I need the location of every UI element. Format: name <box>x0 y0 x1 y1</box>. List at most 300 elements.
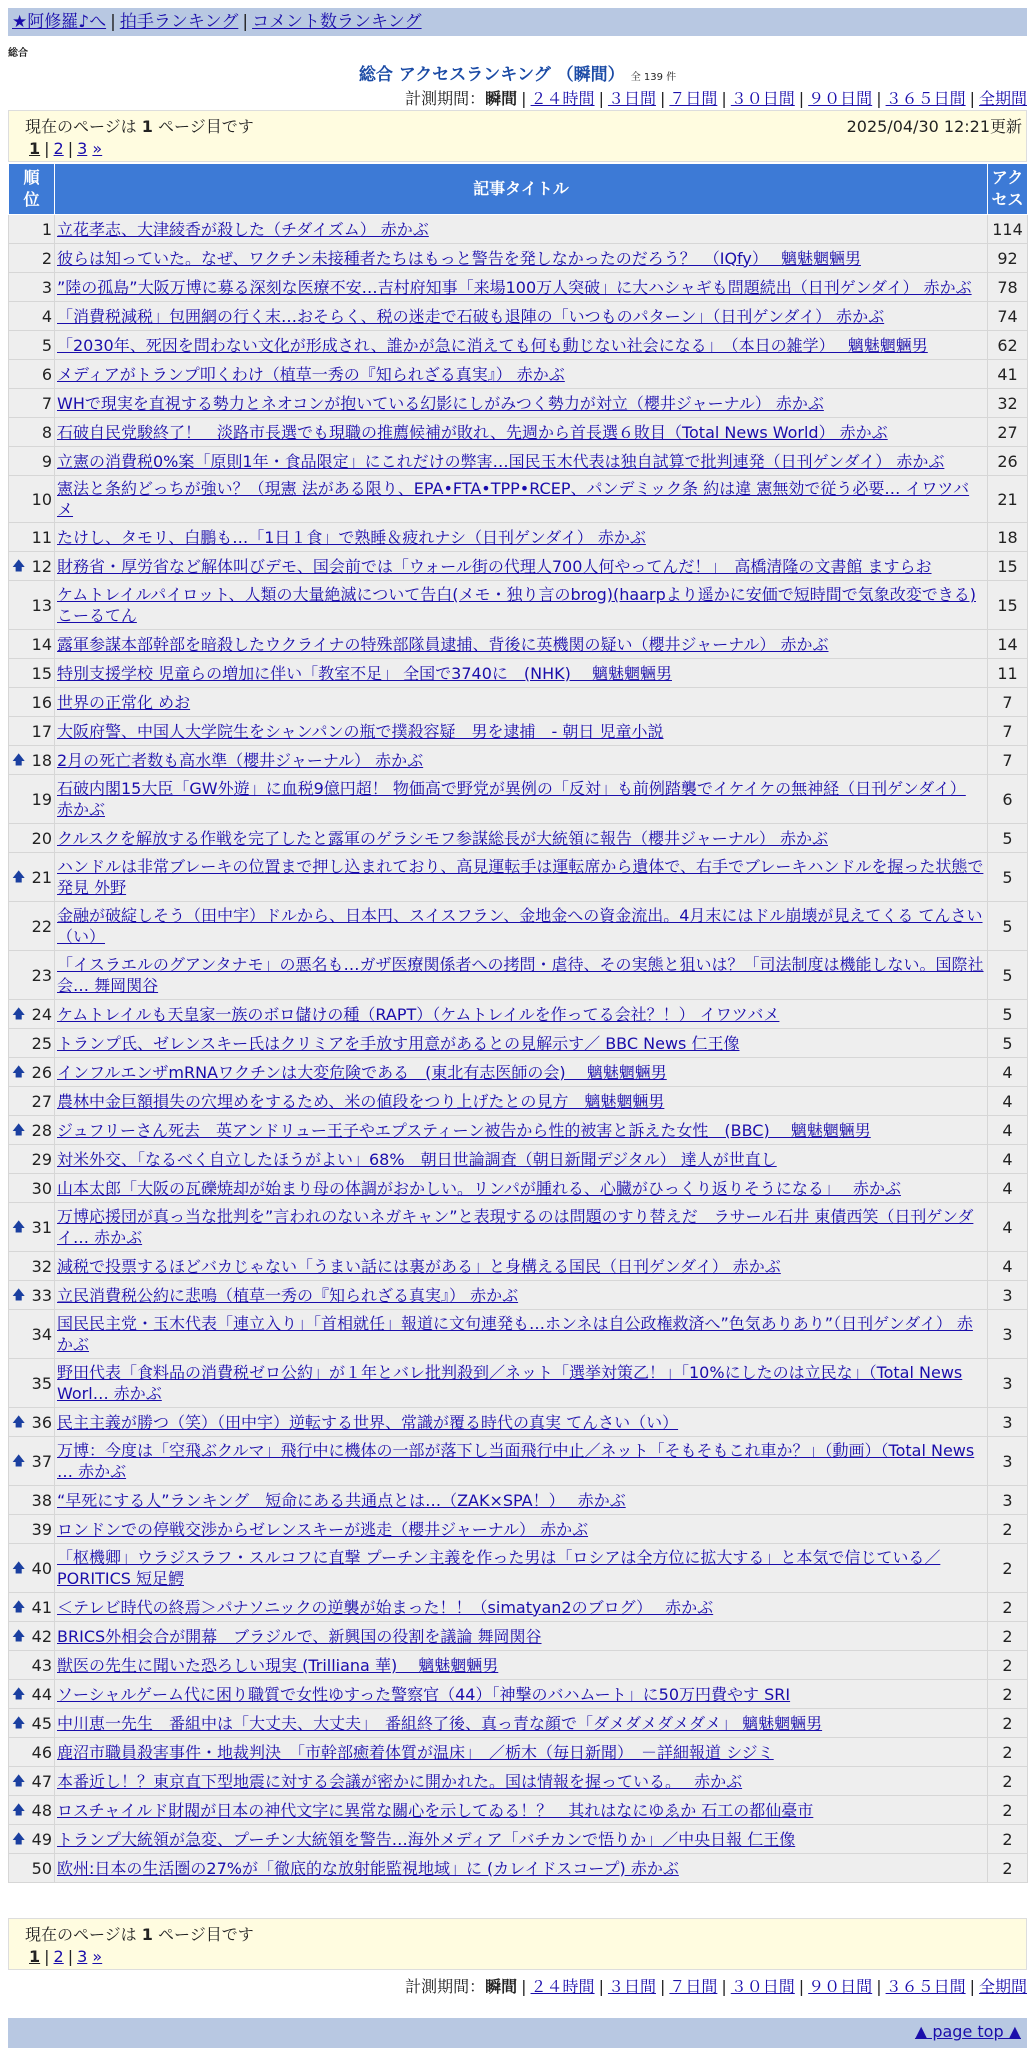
table-row <box>9 1767 1028 1796</box>
title-cell <box>55 1000 988 1029</box>
rank-number: 23 <box>31 965 52 985</box>
page-separator: | <box>44 1947 50 1966</box>
table-row <box>9 1544 1028 1593</box>
table-row <box>9 418 1028 447</box>
rank-up-arrow-icon: 🡅 <box>12 1715 26 1731</box>
title-cell <box>55 1486 988 1515</box>
rank-cell <box>9 1825 55 1854</box>
rank-number: 33 <box>31 1285 52 1305</box>
period-link[interactable]: ９０日間 <box>808 89 873 108</box>
article-link[interactable]: 対米外交、「なるべく自立したほうがよい」68% 朝日世論調査（朝日新聞デジタル） 達人が世直し <box>57 1149 777 1169</box>
period-link[interactable]: ３０日間 <box>730 89 795 108</box>
access-count: 2 <box>988 1796 1028 1825</box>
table-row <box>9 717 1028 746</box>
article-link[interactable]: 農林中金巨額損失の穴埋めをするため、米の値段をつり上げたとの見方 魑魅魍魎男 <box>57 1091 665 1111</box>
period-current: 瞬間 <box>485 1977 518 1996</box>
page-separator: | <box>44 139 50 158</box>
rank-cell <box>9 902 55 951</box>
table-row <box>9 1709 1028 1738</box>
rank-number: 37 <box>31 1451 52 1471</box>
rank-number: 5 <box>41 335 52 355</box>
rank-cell <box>9 418 55 447</box>
table-row <box>9 1825 1028 1854</box>
table-row <box>9 476 1028 523</box>
title-cell <box>55 1738 988 1767</box>
title-cell <box>55 688 988 717</box>
nav-link-ashura[interactable]: ★阿修羅♪へ <box>12 12 107 32</box>
table-row <box>9 1359 1028 1408</box>
rank-cell <box>9 717 55 746</box>
access-count: 32 <box>988 389 1028 418</box>
page-link[interactable]: 2 <box>53 1947 64 1966</box>
nav-separator: | <box>110 12 116 32</box>
page-link[interactable]: 3 <box>77 1947 88 1966</box>
table-row <box>9 215 1028 244</box>
rank-cell <box>9 1281 55 1310</box>
rank-number: 42 <box>31 1626 52 1646</box>
title-cell <box>55 824 988 853</box>
rank-number: 10 <box>31 489 52 509</box>
table-row <box>9 552 1028 581</box>
title-cell <box>55 1252 988 1281</box>
article-link[interactable]: ジュフリーさん死去 英アンドリュー王子やエプスティーン被告から性的被害と訴えた女性 (BBC) 魑魅魍魎男 <box>57 1120 871 1140</box>
rank-cell <box>9 1359 55 1408</box>
period-separator: | <box>721 89 727 108</box>
rank-cell <box>9 1029 55 1058</box>
title-cell <box>55 1029 988 1058</box>
article-link[interactable]: 特別支援学校 児童らの増加に伴い「教室不足」 全国で3740に (NHK) 魑魅魍魎男 <box>57 663 672 683</box>
article-link[interactable]: ハンドルは非常ブレーキの位置まで押し込まれており、高見運転手は運転席から遺体で、右手でブレーキハンドルを握った状態で発見 外野 <box>57 857 984 897</box>
article-link[interactable]: トランプ氏、ゼレンスキー氏はクリミアを手放す用意があるとの見解示す／ BBC News 仁王像 <box>57 1033 740 1053</box>
table-row <box>9 630 1028 659</box>
table-row <box>9 1029 1028 1058</box>
ranking-table <box>8 163 1028 1883</box>
rank-number: 30 <box>31 1178 52 1198</box>
article-link[interactable]: 「イスラエルのグアンタナモ」の悪名も…ガザ医療関係者への拷問・虐待、その実態と狙いは？「司法制度は機能しない。国際社会… 舞岡関谷 <box>57 955 984 995</box>
rank-up-arrow-icon: 🡅 <box>12 1560 26 1576</box>
article-link[interactable]: “早死にする人”ランキング 短命にある共通点とは…（ZAK×SPA！） 赤かぶ <box>57 1490 626 1510</box>
period-link[interactable]: ３日間 <box>607 89 656 108</box>
rank-cell <box>9 523 55 552</box>
access-count: 78 <box>988 273 1028 302</box>
nav-link-clap-ranking[interactable]: 拍手ランキング <box>119 12 239 32</box>
rank-up-arrow-icon: 🡅 <box>12 1686 26 1702</box>
rank-number: 14 <box>31 634 52 654</box>
rank-cell <box>9 1651 55 1680</box>
rank-cell <box>9 1408 55 1437</box>
rank-up-arrow-icon: 🡅 <box>12 1453 26 1469</box>
table-row <box>9 1680 1028 1709</box>
article-link[interactable]: 財務省・厚労省など解体叫びデモ、国会前では「ウォール街の代理人700人何やってんだ！」 高橋清隆の文書館 ますらお <box>57 556 932 576</box>
title-cell <box>55 1796 988 1825</box>
period-link[interactable]: ９０日間 <box>808 1977 873 1996</box>
rank-number: 24 <box>31 1004 52 1024</box>
rank-cell <box>9 746 55 775</box>
access-count: 5 <box>988 1000 1028 1029</box>
access-count: 3 <box>988 1359 1028 1408</box>
rank-cell <box>9 1087 55 1116</box>
access-count: 4 <box>988 1174 1028 1203</box>
rank-number: 16 <box>31 692 52 712</box>
article-link[interactable]: 鹿沼市職員殺害事件・地裁判決 「市幹部癒着体質が温床」 ／栃木（毎日新聞） －詳細報道 シジミ <box>57 1742 774 1762</box>
article-link[interactable]: 憲法と条約どっちが強い？（現憲 法がある限り、EPA•FTA•TPP•RCEP、パンデミック条 約は違 憲無効で従う必要… イワツバメ <box>57 479 970 519</box>
table-row <box>9 244 1028 273</box>
period-link[interactable]: ３０日間 <box>730 1977 795 1996</box>
title-cell <box>55 581 988 630</box>
rank-cell <box>9 951 55 1000</box>
access-count: 3 <box>988 1437 1028 1486</box>
access-count: 41 <box>988 360 1028 389</box>
page-current: 1 <box>29 1947 41 1966</box>
access-count: 21 <box>988 476 1028 523</box>
table-row <box>9 523 1028 552</box>
title-cell <box>55 1709 988 1738</box>
access-count: 4 <box>988 1145 1028 1174</box>
article-link[interactable]: ロンドンでの停戦交渉からゼレンスキーが逃走（櫻井ジャーナル） 赤かぶ <box>57 1519 589 1539</box>
rank-up-arrow-icon: 🡅 <box>12 1831 26 1847</box>
access-count: 7 <box>988 688 1028 717</box>
table-row <box>9 1252 1028 1281</box>
article-link[interactable]: 「2030年、死因を問わない文化が形成され、誰かが急に消えても何も動じない社会になる」 （本日の雑学） 魑魅魍魎男 <box>57 335 928 355</box>
page-links <box>29 139 102 158</box>
article-link[interactable]: 立憲の消費税0%案「原則1年・食品限定」にこれだけの弊害…国民玉木代表は独自試算で批判連発（日刊ゲンダイ） 赤かぶ <box>57 451 945 471</box>
article-link[interactable]: 万博：今度は「空飛ぶクルマ」飛行中に機体の一部が落下し当面飛行中止／ネット「そもそもこれ車か？」（動画）（Total News … 赤かぶ <box>57 1441 975 1481</box>
rank-number: 48 <box>31 1800 52 1820</box>
period-separator: | <box>659 89 666 108</box>
period-link[interactable]: ３日間 <box>607 1977 656 1996</box>
title-cell <box>55 1544 988 1593</box>
article-link[interactable]: 野田代表「食料品の消費税ゼロ公約」が１年とバレ批判殺到／ネット「選挙対策乙！」「10%にしたのは立民な」（Total News Worl… 赤かぶ <box>57 1363 963 1403</box>
rank-cell <box>9 1437 55 1486</box>
rank-number: 4 <box>41 306 52 326</box>
title-cell <box>55 1515 988 1544</box>
access-count: 4 <box>988 1058 1028 1087</box>
rank-cell <box>9 775 55 824</box>
article-link[interactable]: ソーシャルゲーム代に困り職質で女性ゆすった警察官（44）「神撃のバハムート」に50万円費やす SRI <box>57 1684 791 1704</box>
page-title-text: 総合 アクセスランキング （瞬間） <box>358 65 625 85</box>
title-cell <box>55 1680 988 1709</box>
article-link[interactable]: ケムトレイルも天皇家一族のボロ儲けの種（RAPT）（ケムトレイルを作ってる会社？！） イワツバメ <box>57 1004 780 1024</box>
table-row <box>9 389 1028 418</box>
access-count: 26 <box>988 447 1028 476</box>
access-count: 4 <box>988 1252 1028 1281</box>
rank-number: 26 <box>31 1062 52 1082</box>
title-cell <box>55 1281 988 1310</box>
article-link[interactable]: 露軍参謀本部幹部を暗殺したウクライナの特殊部隊員逮捕、背後に英機関の疑い（櫻井ジャーナル） 赤かぶ <box>57 634 829 654</box>
table-row <box>9 951 1028 1000</box>
article-link[interactable]: BRICS外相会合が開幕 ブラジルで、新興国の役割を議論 舞岡関谷 <box>57 1626 542 1646</box>
rank-number: 36 <box>31 1412 52 1432</box>
table-row <box>9 1058 1028 1087</box>
article-link[interactable]: WHで現実を直視する勢力とネオコンが抱いている幻影にしがみつく勢力が対立（櫻井ジャーナル） 赤かぶ <box>57 393 824 413</box>
rank-cell <box>9 215 55 244</box>
title-cell <box>55 302 988 331</box>
table-row <box>9 688 1028 717</box>
title-cell <box>55 1437 988 1486</box>
rank-number: 28 <box>31 1120 52 1140</box>
table-row <box>9 581 1028 630</box>
table-row <box>9 902 1028 951</box>
rank-cell <box>9 1738 55 1767</box>
rank-number: 41 <box>31 1597 52 1617</box>
rank-number: 31 <box>31 1217 52 1237</box>
rank-cell <box>9 581 55 630</box>
rank-up-arrow-icon: 🡅 <box>12 869 26 885</box>
article-link[interactable]: 欧州:日本の生活圏の27%が「徹底的な放射能監視地域」に (カレイドスコープ) 赤かぶ <box>57 1858 679 1878</box>
article-link[interactable]: トランプ大統領が急変、プーチン大統領を警告…海外メディア「バチカンで悟りか」／中央日報 仁王像 <box>57 1829 796 1849</box>
title-cell <box>55 1116 988 1145</box>
article-link[interactable]: 立花孝志、大津綾香が殺した（チダイズム） 赤かぶ <box>57 219 429 239</box>
page-link[interactable]: 2 <box>53 139 64 158</box>
rank-number: 12 <box>31 556 52 576</box>
article-link[interactable]: 万博応援団が真っ当な批判を”言われのないネガキャン”と表現するのは問題のすり替えだ ラサール石井 東債西笑（日刊ゲンダイ… 赤かぶ <box>57 1207 974 1247</box>
table-row <box>9 824 1028 853</box>
nav-separator: | <box>242 12 249 32</box>
rank-cell <box>9 630 55 659</box>
nav-link-comment-ranking[interactable]: コメント数ランキング <box>252 12 422 32</box>
rank-up-arrow-icon: 🡅 <box>12 1628 26 1644</box>
access-count: 2 <box>988 1738 1028 1767</box>
page-link[interactable]: 3 <box>77 139 88 158</box>
access-count: 14 <box>988 630 1028 659</box>
period-separator: | <box>969 1977 975 1996</box>
rank-number: 21 <box>31 867 52 887</box>
table-row <box>9 1651 1028 1680</box>
title-cell <box>55 1087 988 1116</box>
rank-cell <box>9 1515 55 1544</box>
rank-number: 46 <box>31 1742 52 1762</box>
rank-cell <box>9 273 55 302</box>
rank-up-arrow-icon: 🡅 <box>12 752 26 768</box>
period-separator: | <box>521 89 527 108</box>
rank-cell <box>9 331 55 360</box>
rank-cell <box>9 659 55 688</box>
col-header-title: 記事タイトル <box>55 164 988 215</box>
rank-cell <box>9 1310 55 1359</box>
page-top-link[interactable]: ▲ page top ▲ <box>914 2022 1021 2041</box>
period-link[interactable]: ３６５日間 <box>885 1977 966 1996</box>
rank-number: 19 <box>31 789 52 809</box>
rank-number: 44 <box>31 1684 52 1704</box>
article-link[interactable]: たけし、タモリ、白鵬も…「1日１食」で熟睡＆疲れナシ（日刊ゲンダイ） 赤かぶ <box>57 527 646 547</box>
article-link[interactable]: ＜テレビ時代の終焉＞パナソニックの逆襲が始まった！！（simatyan2のブログ） 赤かぶ <box>57 1597 714 1617</box>
rank-number: 1 <box>41 219 52 239</box>
top-nav <box>8 8 1027 36</box>
title-cell <box>55 215 988 244</box>
page-next-link[interactable]: » <box>92 1947 103 1966</box>
article-link[interactable]: 中川恵一先生 番組中は「大丈夫、大丈夫」 番組終了後、真っ青な顔で「ダメダメダメダメ」 魑魅魍魎男 <box>57 1713 823 1733</box>
title-cell <box>55 1145 988 1174</box>
article-link[interactable]: 石破内閣15大臣「GW外遊」に血税9億円超！ 物価高で野党が異例の「反対」も前例踏襲でイケイケの無神経（日刊ゲンダイ） 赤かぶ <box>57 779 966 819</box>
rank-cell <box>9 1544 55 1593</box>
rank-number: 15 <box>31 663 52 683</box>
rank-number: 29 <box>31 1149 52 1169</box>
table-row <box>9 360 1028 389</box>
title-cell <box>55 1203 988 1252</box>
table-row <box>9 1408 1028 1437</box>
title-cell <box>55 1854 988 1883</box>
table-row <box>9 659 1028 688</box>
access-count: 6 <box>988 775 1028 824</box>
period-link[interactable]: 全期間 <box>978 89 1027 108</box>
period-label: 計測期間： <box>405 89 486 108</box>
article-link[interactable]: 本番近し！？東京直下型地震に対する会議が密かに開かれた。国は情報を握っている。 赤かぶ <box>57 1771 743 1791</box>
rank-number: 49 <box>31 1829 52 1849</box>
access-count: 2 <box>988 1854 1028 1883</box>
title-cell <box>55 630 988 659</box>
page-next-link[interactable]: » <box>92 139 103 158</box>
rank-cell <box>9 1767 55 1796</box>
rank-number: 8 <box>41 422 52 442</box>
period-link[interactable]: ２４時間 <box>530 1977 595 1996</box>
rank-up-arrow-icon: 🡅 <box>12 1064 26 1080</box>
period-link[interactable]: ７日間 <box>669 89 718 108</box>
table-header-row <box>9 164 1028 215</box>
rank-number: 38 <box>31 1490 52 1510</box>
table-row <box>9 1854 1028 1883</box>
period-separator: | <box>876 1977 882 1996</box>
table-row <box>9 331 1028 360</box>
article-link[interactable]: 石破自民党駿終了！ 淡路市長選でも現職の推薦候補が敗れ、先週から首長選６敗目（Total News World） 赤かぶ <box>57 422 888 442</box>
title-cell <box>55 1767 988 1796</box>
title-cell <box>55 552 988 581</box>
period-link[interactable]: ７日間 <box>669 1977 718 1996</box>
period-separator: | <box>798 89 805 108</box>
access-count: 5 <box>988 1029 1028 1058</box>
access-count: 2 <box>988 1593 1028 1622</box>
rank-number: 22 <box>31 916 52 936</box>
current-page-number: 1 <box>141 1925 153 1944</box>
title-cell <box>55 717 988 746</box>
rank-up-arrow-icon: 🡅 <box>12 1006 26 1022</box>
table-row <box>9 746 1028 775</box>
rank-cell <box>9 302 55 331</box>
access-count: 15 <box>988 581 1028 630</box>
article-link[interactable]: ”陸の孤島”大阪万博に募る深刻な医療不安…吉村府知事「来場100万人突破」に大ハシャギも問題続出（日刊ゲンダイ） 赤かぶ <box>57 277 972 297</box>
article-link[interactable]: ケムトレイルパイロット、人類の大量絶滅について告白(メモ・独り言のbrog)(haarpより遥かに安価で短時間で気象改変できる) こーるてん <box>57 585 976 625</box>
table-row <box>9 1310 1028 1359</box>
period-separator: | <box>659 1977 666 1996</box>
access-count: 92 <box>988 244 1028 273</box>
article-link[interactable]: 国民民主党・玉木代表「連立入り」「首相就任」報道に文句連発も…ホンネは自公政権救済へ”色気ありあり”（日刊ゲンダイ） 赤かぶ <box>57 1314 973 1354</box>
rank-number: 40 <box>31 1558 52 1578</box>
period-separator: | <box>721 1977 727 1996</box>
access-count: 2 <box>988 1622 1028 1651</box>
period-current: 瞬間 <box>485 89 518 108</box>
period-link[interactable]: 全期間 <box>978 1977 1027 1996</box>
article-link[interactable]: 獣医の先生に聞いた恐ろしい現実 (Trilliana 華) 魑魅魍魎男 <box>57 1655 499 1675</box>
title-cell <box>55 1593 988 1622</box>
article-link[interactable]: 山本太郎「大阪の瓦礫焼却が始まり母の体調がおかしい。リンパが腫れる、心臓がひっくり返りそうになる」 赤かぶ <box>57 1178 901 1198</box>
access-count: 74 <box>988 302 1028 331</box>
period-separator: | <box>798 1977 805 1996</box>
article-link[interactable]: 大阪府警、中国人大学院生をシャンパンの瓶で撲殺容疑 男を逮捕 - 朝日 児童小説 <box>57 721 664 741</box>
table-row <box>9 1486 1028 1515</box>
rank-number: 35 <box>31 1373 52 1393</box>
title-cell <box>55 1174 988 1203</box>
rank-number: 47 <box>31 1771 52 1791</box>
rank-cell <box>9 1058 55 1087</box>
category-label: 総合 <box>8 48 28 59</box>
rank-number: 11 <box>31 527 52 547</box>
title-cell <box>55 1058 988 1087</box>
page-title <box>0 60 1035 85</box>
table-row <box>9 1593 1028 1622</box>
pagination-top <box>8 110 1027 162</box>
access-count: 4 <box>988 1203 1028 1252</box>
article-link[interactable]: 彼らは知っていた。なぜ、ワクチン未接種者たちはもっと警告を発しなかったのだろう？ （IQfy） 魑魅魍魎男 <box>57 248 861 268</box>
access-count: 18 <box>988 523 1028 552</box>
article-link[interactable]: メディアがトランプ叩くわけ（植草一秀の『知られざる真実』） 赤かぶ <box>57 364 565 384</box>
current-page-number: 1 <box>141 117 153 136</box>
title-cell <box>55 853 988 902</box>
table-row <box>9 1622 1028 1651</box>
rank-cell <box>9 389 55 418</box>
access-count: 7 <box>988 717 1028 746</box>
col-header-access: アク セス <box>988 164 1028 215</box>
access-count: 2 <box>988 1825 1028 1854</box>
access-count: 4 <box>988 1087 1028 1116</box>
title-cell <box>55 1622 988 1651</box>
article-link[interactable]: 「消費税減税」包囲網の行く末…おそらく、税の迷走で石破も退陣の「いつものパターン」（日刊ゲンダイ） 赤かぶ <box>57 306 885 326</box>
article-link[interactable]: クルスクを解放する作戦を完了したと露軍のゲラシモフ参謀総長が大統領に報告（櫻井ジャーナル） 赤かぶ <box>57 828 829 848</box>
article-link[interactable]: ロスチャイルド財閥が日本の神代文字に異常な關心を示してゐる！？ 其れはなにゆゑか 石工の都仙臺市 <box>57 1800 814 1820</box>
access-count: 62 <box>988 331 1028 360</box>
current-page-text: 現在のページは 1 ページ目です <box>25 1925 254 1944</box>
article-link[interactable]: インフルエンザmRNAワクチンは大変危険である (東北有志医師の会) 魑魅魍魎男 <box>57 1062 667 1082</box>
article-link[interactable]: 「枢機卿」ウラジスラフ・スルコフに直撃 プーチン主義を作った男は「ロシアは全方位に拡大する」と本気で信じている／PORITICS 短足鰐 <box>57 1548 941 1588</box>
rank-number: 50 <box>31 1858 52 1878</box>
title-cell <box>55 1310 988 1359</box>
article-link[interactable]: 世界の正常化 めお <box>57 692 191 712</box>
table-row <box>9 447 1028 476</box>
period-selector-top <box>405 86 1027 109</box>
table-row <box>9 775 1028 824</box>
rank-number: 2 <box>41 248 52 268</box>
article-link[interactable]: 金融が破綻しそう（田中宇）ドルから、日本円、スイスフラン、金地金への資金流出。4月末にはドル崩壊が見えてくる てんさい（い） <box>57 906 983 946</box>
table-row <box>9 1281 1028 1310</box>
rank-cell <box>9 447 55 476</box>
rank-number: 6 <box>41 364 52 384</box>
period-separator: | <box>876 89 882 108</box>
rank-number: 32 <box>31 1256 52 1276</box>
bottom-bar <box>8 2018 1027 2048</box>
rank-cell <box>9 1680 55 1709</box>
rank-cell <box>9 1174 55 1203</box>
article-link[interactable]: 立民消費税公約に悲鳴（植草一秀の『知られざる真実』） 赤かぶ <box>57 1285 519 1305</box>
rank-cell <box>9 1486 55 1515</box>
period-separator: | <box>598 1977 604 1996</box>
article-link[interactable]: 減税で投票するほどバカじゃない「うまい話には裏がある」と身構える国民（日刊ゲンダイ） 赤かぶ <box>57 1256 781 1276</box>
access-count: 2 <box>988 1709 1028 1738</box>
rank-cell <box>9 476 55 523</box>
access-count: 4 <box>988 1116 1028 1145</box>
pagination-bottom <box>8 1918 1027 1970</box>
rank-number: 39 <box>31 1519 52 1539</box>
table-row <box>9 1738 1028 1767</box>
access-count: 2 <box>988 1651 1028 1680</box>
period-link[interactable]: ２４時間 <box>530 89 595 108</box>
article-link[interactable]: 民主主義が勝つ（笑）（田中宇）逆転する世界、常識が覆る時代の真実 てんさい（い） <box>57 1412 679 1432</box>
table-row <box>9 1000 1028 1029</box>
article-link[interactable]: 2月の死亡者数も高水準（櫻井ジャーナル） 赤かぶ <box>57 750 424 770</box>
rank-cell <box>9 1854 55 1883</box>
rank-cell <box>9 1116 55 1145</box>
period-link[interactable]: ３６５日間 <box>885 89 966 108</box>
title-cell <box>55 951 988 1000</box>
table-row <box>9 302 1028 331</box>
title-cell <box>55 659 988 688</box>
